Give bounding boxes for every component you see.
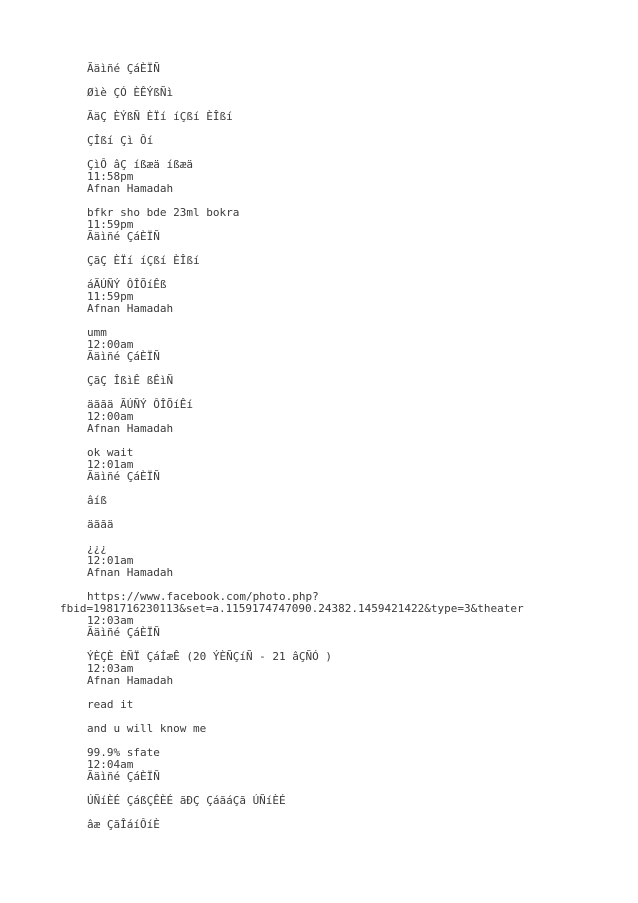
chat-line: äããä ÃÚÑÝ ÔÎÕíÊí	[87, 398, 193, 411]
sender-name: Ãäìñé ÇáÈÏÑ	[87, 470, 160, 483]
chat-line: ÇãÇ ÎßìÊ ßÊìÑ	[87, 374, 174, 387]
timestamp: 12:01am	[87, 458, 134, 471]
chat-line: and u will know me	[87, 722, 207, 735]
chat-line: ÇÎßí Çì Ôí	[87, 134, 154, 147]
timestamp: 12:00am	[87, 410, 134, 423]
timestamp: 12:00am	[87, 338, 134, 351]
timestamp: 12:01am	[87, 554, 134, 567]
chat-line: âæ ÇãÎáíÔíÈ	[87, 818, 160, 831]
chat-line: ÇãÇ ÈÏí íÇßí ÈÎßí	[87, 254, 200, 267]
chat-link-continued: fbid=1981716230113&set=a.1159174747090.24382.1459421422&type=3&theater	[60, 602, 524, 615]
chat-link: https://www.facebook.com/photo.php?	[87, 590, 319, 603]
chat-line: umm	[87, 326, 107, 339]
chat-line: 99.9% sfate	[87, 746, 160, 759]
timestamp: 11:59pm	[87, 290, 134, 303]
chat-line: read it	[87, 698, 134, 711]
chat-line: äããä	[87, 518, 114, 531]
timestamp: 12:04am	[87, 758, 134, 771]
chat-line: âíß	[87, 494, 107, 507]
sender-name: Ãäìñé ÇáÈÏÑ	[87, 230, 160, 243]
sender-name: Ãäìñé ÇáÈÏÑ	[87, 770, 160, 783]
sender-name: Ãäìñé ÇáÈÏÑ	[87, 350, 160, 363]
sender-name: Afnan Hamadah	[87, 422, 174, 435]
sender-name: Afnan Hamadah	[87, 566, 174, 579]
sender-name: Afnan Hamadah	[87, 302, 174, 315]
chat-line: áÃÚÑÝ ÔÎÕíÊß	[87, 278, 167, 291]
timestamp: 11:58pm	[87, 170, 134, 183]
chat-line: bfkr sho bde 23ml bokra	[87, 206, 240, 219]
chat-line: ok wait	[87, 446, 134, 459]
sender-name: Afnan Hamadah	[87, 182, 174, 195]
chat-line: Ãäìñé ÇáÈÏÑ	[87, 62, 160, 75]
chat-line: ÃäÇ ÈÝßÑ ÈÏí íÇßí ÈÎßí	[87, 110, 233, 123]
chat-line: ÚÑíÈÉ ÇáßÇÊÈÉ ãÐÇ ÇáãáÇã ÚÑíÈÉ	[87, 794, 286, 807]
sender-name: Afnan Hamadah	[87, 674, 174, 687]
sender-name: Ãäìñé ÇáÈÏÑ	[87, 626, 160, 639]
chat-line: Øìè ÇÓ ÈÊÝßÑì	[87, 86, 174, 99]
chat-line: ¿¿¿	[87, 542, 107, 555]
timestamp: 12:03am	[87, 614, 134, 627]
chat-line: ÝÈÇÈ ÈÑÏ ÇáÍæÊ (20 ÝÈÑÇíÑ - 21 âÇÑÓ )	[87, 650, 333, 663]
chat-line: ÇìÔ âÇ íßæä íßæä	[87, 158, 193, 171]
timestamp: 11:59pm	[87, 218, 134, 231]
timestamp: 12:03am	[87, 662, 134, 675]
